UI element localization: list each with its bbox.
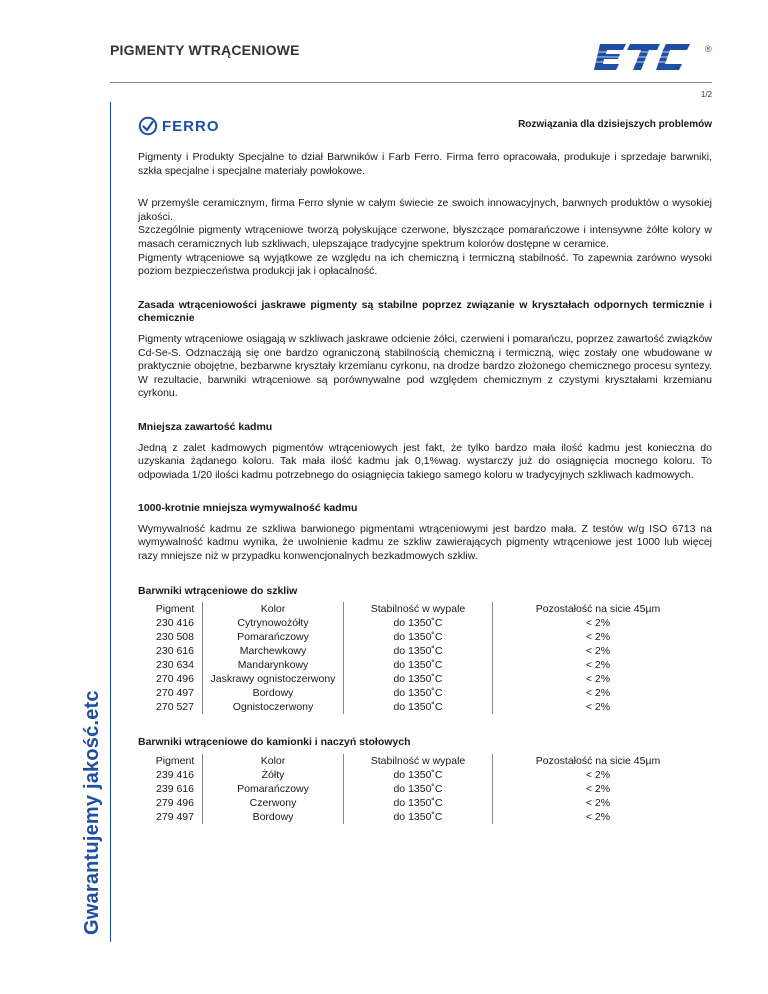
cell: Bordowy	[203, 686, 344, 700]
section-leachability	[138, 502, 712, 563]
cell: Marchewkowy	[203, 644, 344, 658]
cell: do 1350˚C	[344, 616, 493, 630]
cell: < 2%	[585, 768, 611, 781]
header-divider	[110, 82, 712, 83]
cell: 270 527	[148, 700, 203, 714]
intro-paragraph-2: W przemyśle ceramicznym, firma Ferro słynie w całym świecie ze swoich innowacyjnych, barwnych produktów o wysokiej jakości.	[138, 197, 712, 223]
cell: 230 416	[148, 616, 203, 630]
cell: Jaskrawy ognistoczerwony	[203, 672, 344, 686]
left-margin-rule	[110, 102, 111, 942]
col-header: Pozostałość na sicie 45µm	[535, 603, 661, 616]
cell: do 1350˚C	[344, 810, 493, 824]
cell: do 1350˚C	[344, 796, 493, 810]
section-heading: Mniejsza zawartość kadmu	[138, 420, 273, 433]
table-row	[148, 768, 703, 782]
cell: do 1350˚C	[344, 782, 493, 796]
cell: 239 616	[148, 782, 203, 796]
section-lower-cadmium	[138, 421, 712, 482]
table-row	[148, 700, 703, 714]
cell: < 2%	[585, 796, 611, 809]
cell: 230 616	[148, 644, 203, 658]
col-header: Stabilność w wypale	[344, 602, 493, 616]
cell: do 1350˚C	[344, 686, 493, 700]
glaze-pigments-table	[148, 602, 703, 714]
cell: < 2%	[585, 645, 611, 658]
table-row	[148, 796, 703, 810]
section-heading: 1000-krotnie mniejsza wymywalność kadmu	[138, 502, 358, 515]
cell: 230 634	[148, 658, 203, 672]
cell: 279 497	[148, 810, 203, 824]
table-row	[148, 616, 703, 630]
page-number: 1/2	[700, 90, 712, 99]
glaze-pigments-table-block	[138, 585, 712, 715]
table-row	[148, 630, 703, 644]
table-row	[148, 686, 703, 700]
registered-mark: ®	[705, 44, 712, 54]
ferro-logo-text: FERRO	[162, 117, 220, 135]
cell: Żółty	[203, 768, 344, 782]
stoneware-pigments-table-block	[138, 736, 712, 824]
cell: < 2%	[585, 782, 611, 795]
table-row	[148, 672, 703, 686]
col-header: Stabilność w wypale	[344, 754, 493, 768]
cell: < 2%	[585, 701, 611, 714]
table-row	[148, 782, 703, 796]
col-header: Kolor	[203, 602, 344, 616]
cell: Mandarynkowy	[203, 658, 344, 672]
cell: do 1350˚C	[344, 630, 493, 644]
cell: Ognistoczerwony	[203, 700, 344, 714]
table-title: Barwniki wtrąceniowe do kamionki i naczyń stołowych	[138, 736, 411, 749]
cell: 239 416	[148, 768, 203, 782]
table-row	[148, 810, 703, 824]
cell: Cytrynowożółty	[203, 616, 344, 630]
table-row	[148, 658, 703, 672]
cell: 230 508	[148, 630, 203, 644]
cell: < 2%	[585, 617, 611, 630]
table-header-row	[148, 754, 703, 768]
table-row	[148, 644, 703, 658]
side-tagline: Gwarantujemy jakość.etc	[81, 690, 103, 935]
intro-paragraph-3: Szczególnie pigmenty wtrąceniowe tworzą połyskujące czerwone, błyszczące pomarańczowe i intensywne żółte kolory w masach ceramicznych lub szkliwach, ulepszające tradycyjne spektrum kolorów dostępne w ceramice.	[138, 224, 712, 250]
cell: do 1350˚C	[344, 672, 493, 686]
table-title: Barwniki wtrąceniowe do szkliw	[138, 584, 298, 597]
cell: do 1350˚C	[344, 658, 493, 672]
cell: Pomarańczowy	[203, 782, 344, 796]
section-inclusion-principle	[138, 299, 712, 401]
stoneware-pigments-table	[148, 754, 703, 824]
cell: < 2%	[585, 687, 611, 700]
col-header: Pozostałość na sicie 45µm	[535, 754, 661, 767]
document-body	[138, 151, 712, 824]
col-header: Pigment	[148, 754, 203, 768]
col-header: Pigment	[148, 602, 203, 616]
etc-logo	[592, 40, 692, 74]
ferro-slogan: Rozwiązania dla dzisiejszych problemów	[518, 119, 712, 130]
col-header: Kolor	[203, 754, 344, 768]
ferro-check-icon	[138, 116, 158, 136]
cell: do 1350˚C	[344, 768, 493, 782]
section-body: Pigmenty wtrąceniowe osiągają w szkliwach jaskrawe odcienie żółci, czerwieni i pomarańczu, poprzez zawartość związków Cd-Se-S. Odznaczają się one bardzo ograniczoną stabilnością chemiczną i termiczną, więc zostały one wbudowane w praktycznie obojętne, bezbarwne kryształy krzemianu cyrkonu, na drodze bardzo złożonego chemicznego procesu syntezy. W rezultacie, barwniki wtrąceniowe są porównywalne pod względem chemicznym z czystymi kryształami krzemianu cyrkonu.	[138, 332, 712, 400]
cell: 270 497	[148, 686, 203, 700]
section-body: Jedną z zalet kadmowych pigmentów wtrąceniowych jest fakt, że tylko bardzo mała ilość kadmu jest konieczna do uzyskania żądanego koloru. Tak mała ilość kadmu jak 0,1%wag. wystarczy już do osiągnięcia mocnego koloru. To odpowiada 1/20 ilości kadmu potrzebnego do osiągnięcia takiego samego koloru w tradycyjnych szkliwach kadmowych.	[138, 441, 712, 481]
cell: Bordowy	[203, 810, 344, 824]
cell: Pomarańczowy	[203, 630, 344, 644]
cell: do 1350˚C	[344, 644, 493, 658]
cell: Czerwony	[203, 796, 344, 810]
intro-paragraph-1: Pigmenty i Produkty Specjalne to dział Barwników i Farb Ferro. Firma ferro opracowała, produkuje i sprzedaje barwniki, szkła specjalne i specjalne materiały powłokowe.	[138, 151, 712, 177]
cell: do 1350˚C	[344, 700, 493, 714]
section-heading: Zasada wtrąceniowości jaskrawe pigmenty są stabilne poprzez związanie w kryształach odpornych termicznie i chemicznie	[138, 298, 712, 325]
cell: < 2%	[585, 659, 611, 672]
section-body: Wymywalność kadmu ze szkliwa barwionego pigmentami wtrąceniowymi jest bardzo mała. Z testów w/g ISO 6713 na wymywalność kadmu wynika, że uwolnienie kadmu ze szkliw zawierających pigmenty wtrąceniowe jest 1000 lub więcej razy mniejsze niż w przypadku konwencjonalnych bezkadmowych szkliw.	[138, 522, 712, 563]
document-title: PIGMENTY WTRĄCENIOWE	[110, 42, 300, 58]
table-header-row	[148, 602, 703, 616]
cell: 270 496	[148, 672, 203, 686]
cell: 279 496	[148, 796, 203, 810]
cell: < 2%	[585, 810, 611, 823]
cell: < 2%	[585, 631, 611, 644]
cell: < 2%	[585, 673, 611, 686]
intro-paragraph-4: Pigmenty wtrąceniowe są wyjątkowe ze względu na ich chemiczną i termiczną stabilność. To zapewnia zarówno wysoki poziom bezpieczeństwa produkcji jak i opłacalność.	[138, 251, 712, 278]
ferro-logo	[138, 115, 220, 137]
